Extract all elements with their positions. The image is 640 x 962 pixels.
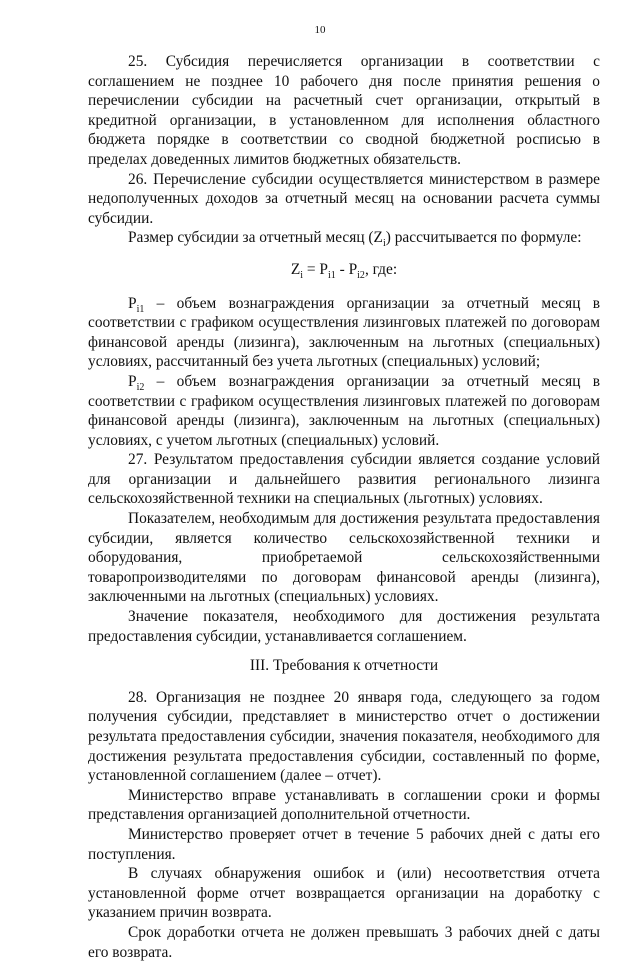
paragraph-indicator-value: Значение показателя, необходимого для достижения результата предоставления субсидии, устанавливается соглашением. <box>88 608 600 645</box>
paragraph-report-check: Министерство проверяет отчет в течение 5 рабочих дней с даты его поступления. <box>88 825 600 863</box>
definition-pi1: $P_{i1}$ – объем вознаграждения организации за отчетный месяц в соответствии с графиком осуществления лизинговых платежей по договорам финансовой аренды (лизинга), заключенным на льготных (специальных) условиях, рассчитанный без учета льготных (специальных) условий; <box>88 294 600 371</box>
paragraph-rework-deadline: Срок доработки отчета не должен превышать 3 рабочих дней с даты его возврата. <box>88 923 600 961</box>
paragraph-indicator: Показателем, необходимым для достижения результата предоставления субсидии, является количество сельскохозяйственной техники и оборудования, приобретаемой сельскохозяйственными товаропроизводителями по договорам финансовой аренды (лизинга), заключенными на льготных (специальных) условиях. <box>88 510 600 606</box>
paragraph-28: 28. Организация не позднее 20 января года, следующего за годом получения субсидии, представляет в министерство отчет о достижении результата предоставления субсидии, значения показателя, необходимого для достижения результата предоставления субсидии, составленный по форме, установленной соглашением (далее – отчет). <box>88 688 600 785</box>
document-body <box>88 52 600 962</box>
formula-intro: Размер субсидии за отчетный месяц $(Z_i)$ рассчитывается по формуле: <box>128 229 582 250</box>
paragraph-25: 25. Субсидия перечисляется организации в соответствии с соглашением не позднее 10 рабочего дня после принятия решения о перечислении субсидии на расчетный счет организации, открытый в кредитной организации, в установленном для исполнения областного бюджета порядке в соответствии со сводной бюджетной росписью в пределах доведенных лимитов бюджетных обязательств. <box>88 53 600 168</box>
section-heading: III. Требования к отчетности <box>249 657 439 675</box>
paragraph-report-return: В случаях обнаружения ошибок и (или) несоответствия отчета установленной форме отчет возвращается организации на доработку с указанием причин возврата. <box>88 865 600 922</box>
paragraph-27: 27. Результатом предоставления субсидии является создание условий для организации и дальнейшего развития регионального лизинга сельскохозяйственной техники на специальных (льготных) условиях. <box>88 451 600 508</box>
definition-pi2: $P_{i2}$ – объем вознаграждения организации за отчетный месяц в соответствии с графиком осуществления лизинговых платежей по договорам финансовой аренды (лизинга), заключенным на льготных (специальных) условиях, с учетом льготных (специальных) условий. <box>88 372 600 449</box>
paragraph-26: 26. Перечисление субсидии осуществляется министерством в размере недополученных доходов за отчетный месяц на основании расчета суммы субсидии. <box>88 170 600 227</box>
page-number: 10 <box>314 24 326 36</box>
formula: $Z_i = P_{i1} - P_{i2}$, где: <box>290 260 398 282</box>
paragraph-additional-reporting: Министерство вправе устанавливать в соглашении сроки и формы представления организацией дополнительной отчетности. <box>88 786 600 824</box>
